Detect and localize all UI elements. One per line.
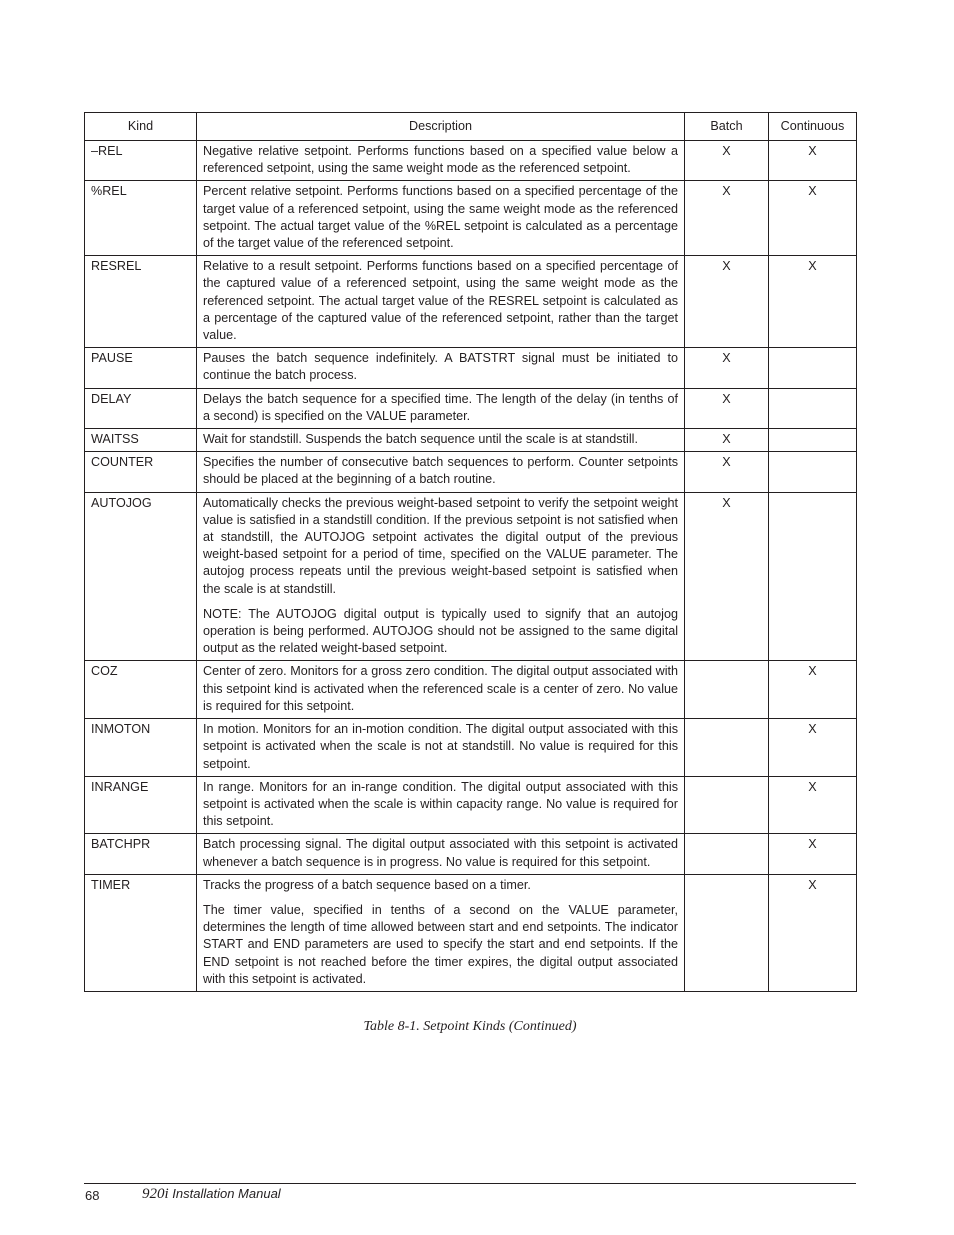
description-paragraph: In motion. Monitors for an in-motion condition. The digital output associated with this setpoint is activated when the scale is not at standstill. No value is required for this setpoint. [203, 722, 678, 771]
batch-cell: X [685, 388, 769, 428]
description-cell [197, 388, 685, 428]
batch-cell [685, 776, 769, 834]
description-paragraph: Wait for standstill. Suspends the batch sequence until the scale is at standstill. [203, 432, 638, 447]
description-paragraph: Pauses the batch sequence indefinitely. A BATSTRT signal must be initiated to continue the batch process. [203, 351, 678, 383]
continuous-cell: X [769, 719, 857, 777]
continuous-cell [769, 348, 857, 388]
manual-title-text: Installation Manual [172, 1186, 281, 1201]
table-row [85, 452, 857, 492]
description-paragraph: The timer value, specified in tenths of a second on the VALUE parameter, determines the length of time allowed between start and end setpoints. The indicator START and END parameters are used to specify the start and end setpoints. If the END setpoint is not reached before the timer expires, the digital output associated with this setpoint is activated. [203, 902, 678, 986]
kind-cell: COZ [85, 661, 197, 719]
batch-cell [685, 834, 769, 874]
kind-cell: AUTOJOG [85, 492, 197, 661]
continuous-cell: X [769, 834, 857, 874]
batch-cell: X [685, 429, 769, 452]
kind-cell: DELAY [85, 388, 197, 428]
kind-cell: BATCHPR [85, 834, 197, 874]
description-cell [197, 181, 685, 256]
description-paragraph: Tracks the progress of a batch sequence based on a timer. [203, 877, 531, 892]
table-row [85, 388, 857, 428]
description-paragraph: Delays the batch sequence for a specified time. The length of the delay (in tenths of a second) is specified on the VALUE parameter. [203, 391, 678, 423]
kind-cell: –REL [85, 141, 197, 181]
batch-cell: X [685, 141, 769, 181]
column-header-continuous: Continuous [769, 113, 857, 141]
batch-cell [685, 719, 769, 777]
continuous-cell: X [769, 874, 857, 991]
continuous-cell: X [769, 776, 857, 834]
batch-cell: X [685, 256, 769, 348]
continuous-cell: X [769, 141, 857, 181]
table-header-row [85, 113, 857, 141]
table-row [85, 719, 857, 777]
table-row [85, 492, 857, 661]
description-cell [197, 492, 685, 661]
description-cell [197, 348, 685, 388]
table-row [85, 181, 857, 256]
kind-cell: COUNTER [85, 452, 197, 492]
continuous-cell [769, 492, 857, 661]
page-number: 68 [85, 1188, 100, 1203]
batch-cell [685, 874, 769, 991]
table-row [85, 776, 857, 834]
kind-cell: RESREL [85, 256, 197, 348]
table-body [85, 141, 857, 992]
description-cell [197, 719, 685, 777]
table-row [85, 661, 857, 719]
footer-divider [84, 1183, 856, 1184]
description-paragraph: Percent relative setpoint. Performs functions based on a specified percentage of the target value of a referenced setpoint, using the same weight mode as the referenced setpoint. The actual target value of the %REL setpoint is calculated as a percentage of the target value of the referenced setpoint. [203, 184, 678, 251]
table-row [85, 874, 857, 991]
description-paragraph: Negative relative setpoint. Performs functions based on a specified value below a referenced setpoint, using the same weight mode as the referenced setpoint. [203, 144, 678, 176]
table-row [85, 834, 857, 874]
description-paragraph: Relative to a result setpoint. Performs functions based on a specified percentage of the captured value of a referenced setpoint, using the same weight mode as the referenced setpoint. The actual target value of the RESREL setpoint is calculated as a percentage of the captured value of the referenced setpoint, rather than the target value. [203, 259, 678, 343]
description-cell [197, 776, 685, 834]
description-cell [197, 141, 685, 181]
description-paragraph: Automatically checks the previous weight-based setpoint to verify the setpoint weight value is satisfied in a standstill condition. If the previous setpoint is not satisfied when at standstill, the AUTOJOG setpoint activates the digital output of the previous weight-based setpoint for a period of time, specified on the VALUE parameter. The autojog process repeats until the previous weight-based setpoint is satisfied when the scale is at standstill. [203, 495, 678, 596]
description-cell [197, 874, 685, 991]
setpoint-kinds-table [84, 112, 857, 992]
batch-cell [685, 661, 769, 719]
batch-cell: X [685, 348, 769, 388]
description-paragraph: In range. Monitors for an in-range condition. The digital output associated with this setpoint is activated when the scale is within capacity range. No value is required for this setpoint. [203, 779, 678, 829]
kind-cell: %REL [85, 181, 197, 256]
description-paragraph: Specifies the number of consecutive batch sequences to perform. Counter setpoints should be placed at the beginning of a batch routine. [203, 455, 678, 487]
continuous-cell: X [769, 181, 857, 256]
continuous-cell [769, 388, 857, 428]
batch-cell: X [685, 452, 769, 492]
description-cell [197, 256, 685, 348]
continuous-cell [769, 429, 857, 452]
kind-cell: TIMER [85, 874, 197, 991]
continuous-cell: X [769, 256, 857, 348]
description-cell [197, 452, 685, 492]
column-header-kind: Kind [85, 113, 197, 141]
kind-cell: INRANGE [85, 776, 197, 834]
description-paragraph: Center of zero. Monitors for a gross zero condition. The digital output associated with this setpoint kind is activated when the referenced scale is a center of zero. No value is required for this setpoint. [203, 664, 678, 713]
manual-model: 920i [142, 1186, 169, 1202]
description-paragraph: NOTE: The AUTOJOG digital output is typically used to signify that an autojog operation is being performed. AUTOJOG should not be assigned to the same digital output as the related weight-based setpoint. [203, 606, 678, 656]
batch-cell: X [685, 492, 769, 661]
kind-cell: PAUSE [85, 348, 197, 388]
description-cell [197, 429, 685, 452]
table-row [85, 348, 857, 388]
kind-cell: WAITSS [85, 429, 197, 452]
batch-cell: X [685, 181, 769, 256]
column-header-batch: Batch [685, 113, 769, 141]
column-header-description: Description [197, 113, 685, 141]
continuous-cell: X [769, 661, 857, 719]
description-cell [197, 661, 685, 719]
table-row [85, 429, 857, 452]
table-caption: Table 8-1. Setpoint Kinds (Continued) [363, 1019, 577, 1034]
continuous-cell [769, 452, 857, 492]
table-row [85, 141, 857, 181]
description-cell [197, 834, 685, 874]
kind-cell: INMOTON [85, 719, 197, 777]
manual-title [142, 1186, 281, 1203]
description-paragraph: Batch processing signal. The digital output associated with this setpoint is activated whenever a batch sequence is in progress. No value is required for this setpoint. [203, 837, 678, 869]
table-row [85, 256, 857, 348]
